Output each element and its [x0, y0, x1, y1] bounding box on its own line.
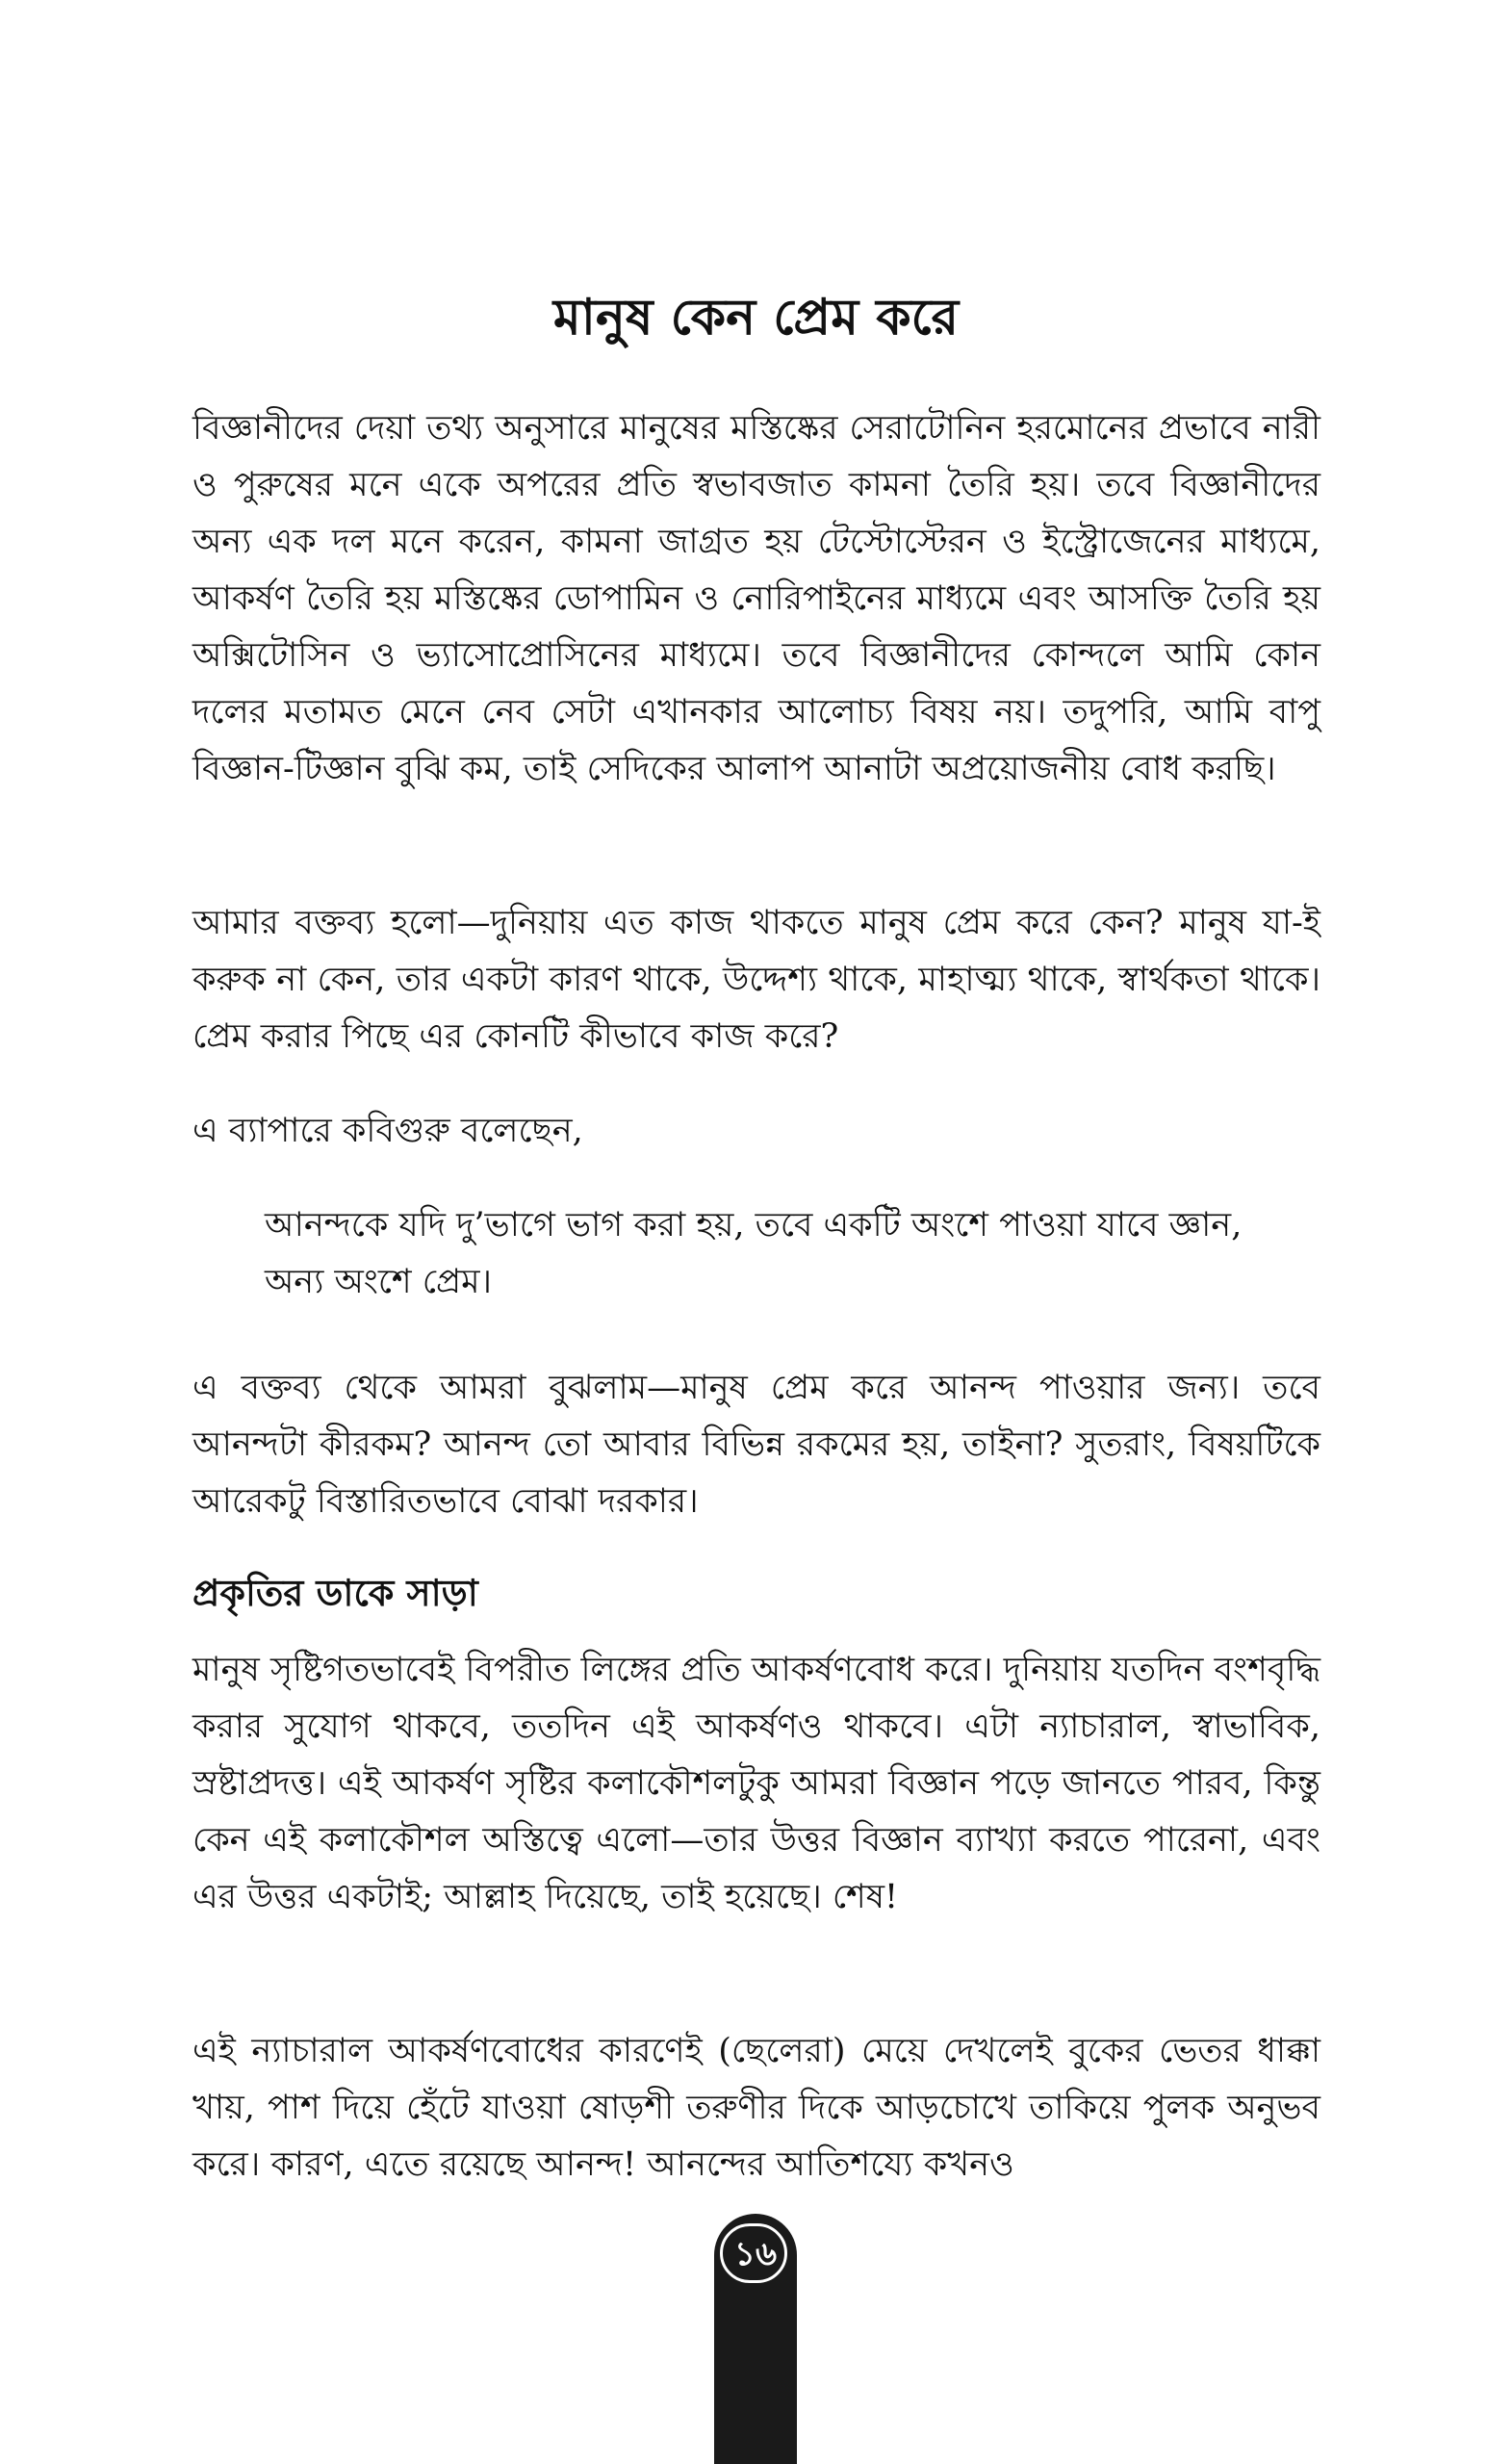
paragraph-4: এ বক্তব্য থেকে আমরা বুঝলাম—মানুষ প্রেম করে আনন্দ পাওয়ার জন্য। তবে আনন্দটা কীরকম? আনন্দ তো আবার বিভিন্ন রকমের হয়, তাইনা? সুতরাং, বিষয়টিকে আরেকটু বিস্তারিতভাবে বোঝা দরকার।: [192, 1369, 1320, 1521]
paragraph-6: এই ন্যাচারাল আকর্ষণবোধের কারণেই (ছেলেরা) মেয়ে দেখলেই বুকের ভেতর ধাক্কা খায়, পাশ দিয়ে হেঁটে যাওয়া ষোড়শী তরুণীর দিকে আড়চোখে তাকিয়ে পুলক অনুভব করে। কারণ, এতে রয়েছে আনন্দ! আনন্দের আতিশয্যে কখনও: [192, 2032, 1320, 2184]
paragraph-3: এ ব্যাপারে কবিগুরু বলেছেন,: [192, 1112, 583, 1150]
page-number: ১৬: [733, 2235, 778, 2273]
chapter-title: মানুষ কেন প্রেম করে: [552, 289, 960, 346]
paragraph-1: বিজ্ঞানীদের দেয়া তথ্য অনুসারে মানুষের মস্তিষ্কের সেরাটোনিন হরমোনের প্রভাবে নারী ও পুরুষের মনে একে অপরের প্রতি স্বভাবজাত কামনা তৈরি হয়। তবে বিজ্ঞানীদের অন্য এক দল মনে করেন, কামনা জাগ্রত হয় টেস্টোস্টেরন ও ইস্ট্রোজেনের মাধ্যমে, আকর্ষণ তৈরি হয় মস্তিষ্কের ডোপামিন ও নোরিপাইনের মাধ্যমে এবং আসক্তি তৈরি হয় অক্সিটোসিন ও ভ্যাসোপ্রোসিনের মাধ্যমে। তবে বিজ্ঞানীদের কোন্দলে আমি কোন দলের মতামত মেনে নেব সেটা এখানকার আলোচ্য বিষয় নয়। তদুপরি, আমি বাপু বিজ্ঞান-টিজ্ঞান বুঝি কম, তাই সেদিকের আলাপ আনাটা অপ্রয়োজনীয় বোধ করছি।: [192, 409, 1320, 788]
paragraph-2: আমার বক্তব্য হলো—দুনিয়ায় এত কাজ থাকতে মানুষ প্রেম করে কেন? মানুষ যা-ই করুক না কেন, তার একটা কারণ থাকে, উদ্দেশ্য থাকে, মাহাত্ম্য থাকে, স্বার্থকতা থাকে। প্রেম করার পিছে এর কোনটি কীভাবে কাজ করে?: [192, 904, 1320, 1056]
block-quote: আনন্দকে যদি দু’ভাগে ভাগ করা হয়, তবে একটি অংশে পাওয়া যাবে জ্ঞান, অন্য অংশে প্রেম।: [265, 1206, 1243, 1301]
section-subheading: প্রকৃতির ডাকে সাড়া: [192, 1572, 478, 1614]
paragraph-5: মানুষ সৃষ্টিগতভাবেই বিপরীত লিঙ্গের প্রতি আকর্ষণবোধ করে। দুনিয়ায় যতদিন বংশবৃদ্ধি করার সুযোগ থাকবে, ততদিন এই আকর্ষণও থাকবে। এটা ন্যাচারাল, স্বাভাবিক, স্রষ্টাপ্রদত্ত। এই আকর্ষণ সৃষ্টির কলাকৌশলটুকু আমরা বিজ্ঞান পড়ে জানতে পারব, কিন্তু কেন এই কলাকৌশল অস্তিত্বে এলো—তার উত্তর বিজ্ঞান ব্যাখ্যা করতে পারেনা, এবং এর উত্তর একটাই; আল্লাহ দিয়েছে, তাই হয়েছে। শেষ!: [192, 1651, 1320, 1916]
